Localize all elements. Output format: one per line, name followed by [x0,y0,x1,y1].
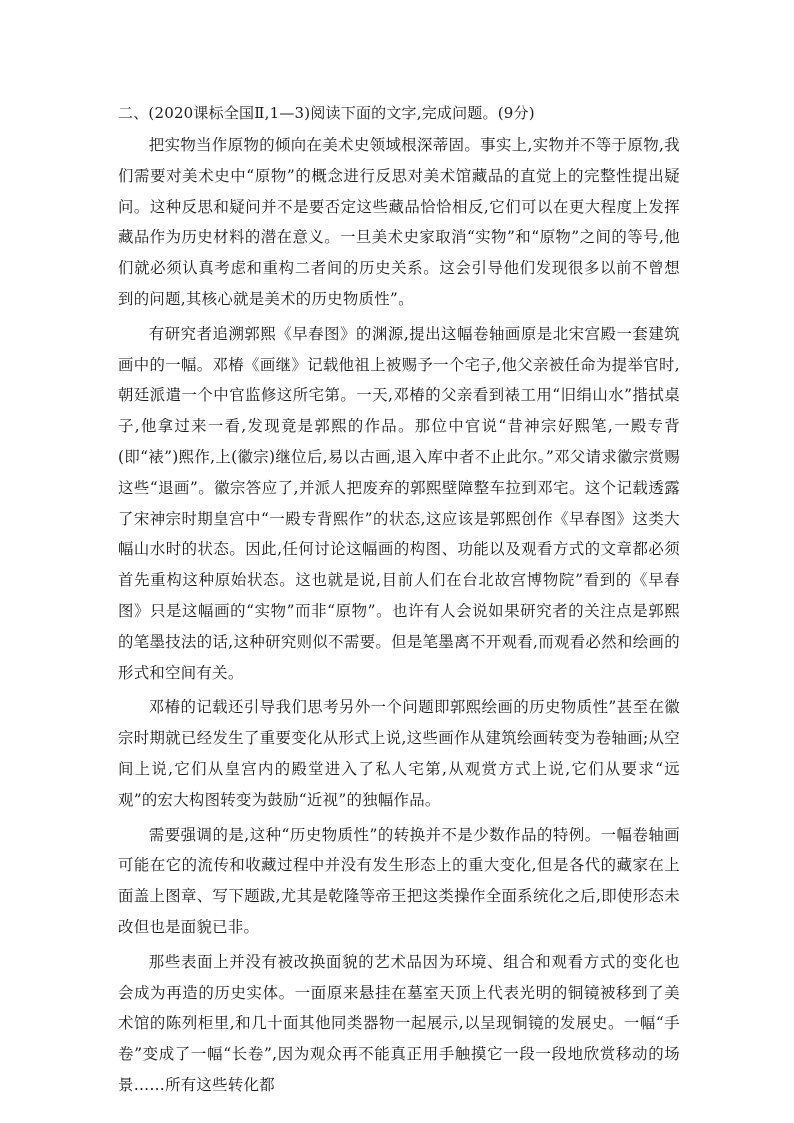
document-body [118,98,680,1105]
paragraph-3: 邓椿的记载还引导我们思考另外一个问题即郭熙绘画的历史物质性”甚至在徽宗时期就已经发生了重要变化从形式上说,这些画作从建筑绘画转变为卷轴画;从空间上说,它们从皇宫内的殿堂进入了私人宅第,从观赏方式上说,它们从要求“远观”的宏大构图转变为鼓励“近视”的独幅作品。 [118,698,680,809]
paragraph-2: 有研究者追溯郭熙《早春图》的渊源,提出这幅卷轴画原是北宋宫殿一套建筑画中的一幅。邓椿《画继》记载他祖上被赐予一个宅子,他父亲被任命为提举官时,朝廷派遣一个中官监修这所宅第。一天,邓椿的父亲看到裱工用“旧绢山水”揩拭桌子,他拿过来一看,发现竟是郭熙的作品。那位中官说“昔神宗好熙笔,一殿专背(即“裱”)熙作,上(徽宗)继位后,易以古画,退入库中者不止此尔。”邓父请求徽宗赏赐这些“退画”。徽宗答应了,并派人把废弃的郭熙壁障整车拉到邓宅。这个记载透露了宋神宗时期皇宫中“一殿专背熙作”的状态,这应该是郭熙创作《早春图》这类大幅山水时的状态。因此,任何讨论这幅画的构图、功能以及观看方式的文章都必须首先重构这种原始状态。这也就是说,目前人们在台北故宫博物院”看到的《早春图》只是这幅画的“实物”而非“原物”。也许有人会说如果研究者的关注点是郭熙的笔墨技法的话,这种研究则似不需要。但是笔墨离不开观看,而观看必然和绘画的形式和空间有关。 [118,324,680,682]
question-heading: 二、(2020课标全国Ⅱ,1—3)阅读下面的文字,完成问题。(9分) [118,104,535,122]
paragraph-1: 把实物当作原物的倾向在美术史领域根深蒂固。事实上,实物并不等于原物,我们需要对美术史中“原物”的概念进行反思对美术馆藏品的直觉上的完整性提出疑问。这种反思和疑问并不是要否定这些藏品恰恰相反,它们可以在更大程度上发挥藏品作为历史材料的潜在意义。一旦美术史家取消“实物”和“原物”之间的等号,他们就必须认真考虑和重构二者间的历史关系。这会引导他们发现很多以前不曾想到的问题,其核心就是美术的历史物质性”。 [118,136,680,308]
paragraph-4: 需要强调的是,这种“历史物质性”的转换并不是少数作品的特例。一幅卷轴画可能在它的流传和收藏过程中并没有发生形态上的重大变化,但是各代的藏家在上面盖上图章、写下题跋,尤其是乾隆等帝王把这类操作全面系统化之后,即使形态未改但也是面貌已非。 [118,825,680,936]
paragraph-5: 那些表面上并没有被改换面貌的艺术品因为环境、组合和观看方式的变化也会成为再造的历史实体。一面原来悬挂在墓室天顶上代表光明的铜镜被移到了美术馆的陈列柜里,和几十面其他同类器物一起展示,以呈现铜镜的发展史。一幅“手卷”变成了一幅“长卷”,因为观众再不能真正用手触摸它一段一段地欣赏移动的场景……所有这些转化都 [118,952,680,1094]
